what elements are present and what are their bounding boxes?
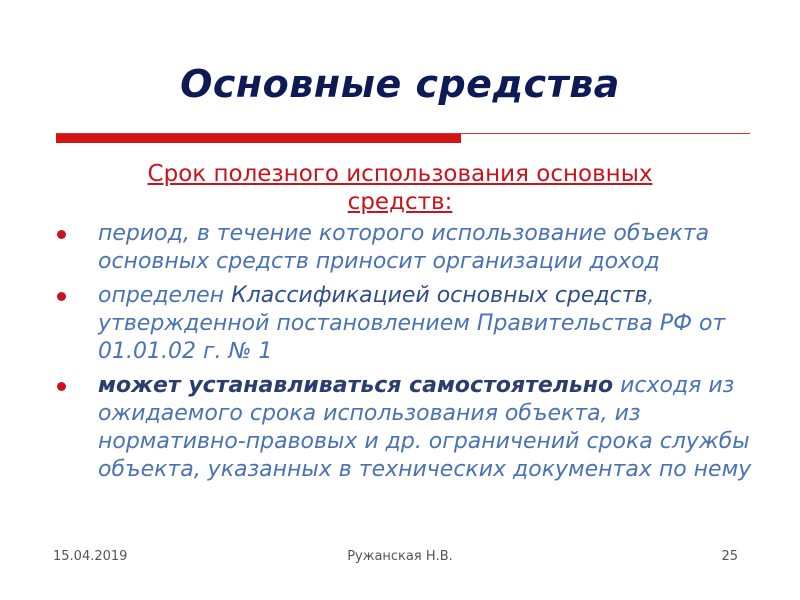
title-underline-thick [56, 134, 461, 143]
list-item [50, 220, 760, 276]
bullet-text: определен [98, 283, 232, 308]
bullet-text: , утвержденной постановлением Правительства РФ от 01.01.02 г. № 1 [98, 283, 726, 364]
bullet-dot-icon [57, 382, 66, 391]
list-item [50, 282, 760, 366]
bullet-text: период, в течение которого использование объекта основных средств приносит организации доход [98, 221, 710, 274]
bullet-text: исходя из ожидаемого срока использования объекта, из нормативно-правовых и др. ограничений срока службы объекта, указанных в технических документах по нему [98, 373, 752, 482]
bullet-emphasis: Классификацией основных средств [231, 283, 648, 308]
footer-date: 15.04.2019 [53, 549, 128, 564]
slide-subtitle: Срок полезного использования основных средств: [147, 161, 653, 215]
slide-title: Основные средства [180, 62, 620, 106]
bullet-dot-icon [57, 292, 66, 301]
bullet-dot-icon [57, 230, 66, 239]
list-item [50, 372, 760, 484]
bullet-list [50, 220, 760, 490]
bullet-emphasis: может устанавливаться самостоятельно [98, 373, 614, 398]
footer-page-number: 25 [721, 549, 738, 564]
footer-author: Ружанская Н.В. [347, 549, 453, 564]
